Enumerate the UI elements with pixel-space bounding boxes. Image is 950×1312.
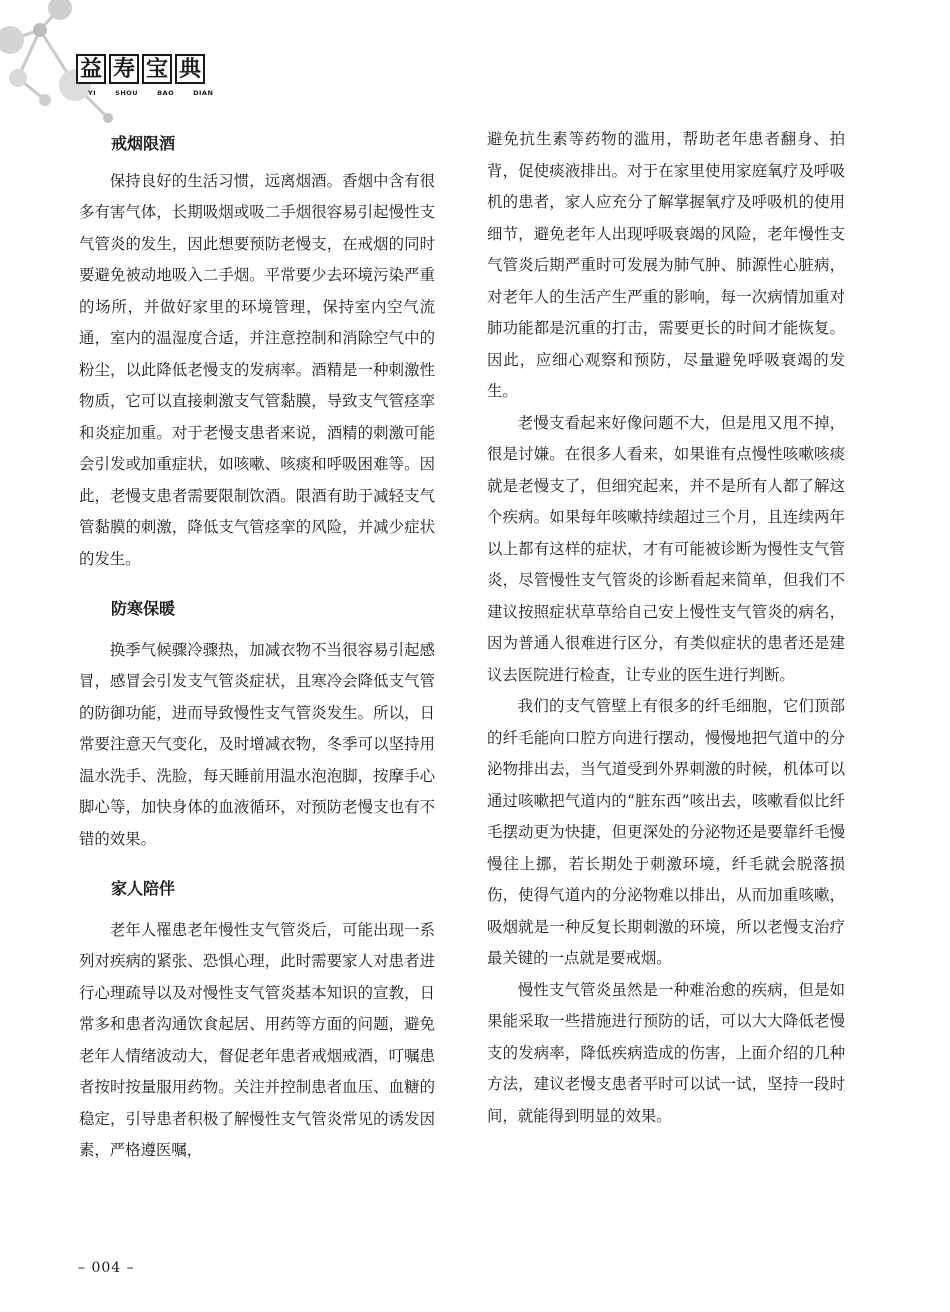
logo-char: 典 <box>175 54 205 84</box>
logo-pinyin: BAO <box>157 89 175 97</box>
left-column <box>79 128 435 1167</box>
section-heading: 戒烟限酒 <box>111 134 176 153</box>
section-heading: 家人陪伴 <box>111 879 176 898</box>
paragraph: 保持良好的生活习惯，远离烟酒。香烟中含有很多有害气体，长期吸烟或吸二手烟很容易引起慢性支气管炎的发生，因此想要预防老慢支，在戒烟的同时要避免被动地吸入二手烟。平常要少去环境污染严重的场所，并做好家里的环境管理，保持室内空气流通，室内的温湿度合适，并注意控制和消除空气中的粉尘，以此降低老慢支的发病率。酒精是一种刺激性物质，它可以直接刺激支气管黏膜，导致支气管痉挛和炎症加重。对于老慢支患者来说，酒精的刺激可能会引发或加重症状，如咳嗽、咳痰和呼吸困难等。因此，老慢支患者需要限制饮酒。限酒有助于减轻支气管黏膜的刺激，降低支气管痉挛的风险，并减少症状的发生。 <box>79 171 435 568</box>
logo-char: 寿 <box>109 54 139 84</box>
paragraph: 慢性支气管炎虽然是一种难治愈的疾病，但是如果能采取一些措施进行预防的话，可以大大降低老慢支的发病率，降低疾病造成的伤害，上面介绍的几种方法，建议老慢支患者平时可以试一试，坚持一段时间，就能得到明显的效果。 <box>487 980 845 1125</box>
page-number: – 004 – <box>78 1260 135 1276</box>
paragraph: 老慢支看起来好像问题不大，但是甩又甩不掉，很是讨嫌。在很多人看来，如果谁有点慢性咳嗽咳痰就是老慢支了，但细究起来，并不是所有人都了解这个疾病。如果每年咳嗽持续超过三个月，且连续两年以上都有这样的症状，才有可能被诊断为慢性支气管炎，尽管慢性支气管炎的诊断看起来简单，但我们不建议按照症状草草给自己安上慢性支气管炎的病名，因为普通人很难进行区分，有类似症状的患者还是建议去医院进行检查，让专业的医生进行判断。 <box>487 413 845 684</box>
logo-pinyin: YI <box>88 89 97 97</box>
paragraph: 我们的支气管壁上有很多的纤毛细胞，它们顶部的纤毛能向口腔方向进行摆动，慢慢地把气道中的分泌物排出去，当气道受到外界刺激的时候，机体可以通过咳嗽把气道内的“脏东西”咳出去，咳嗽看似比纤毛摆动更为快捷，但更深处的分泌物还是要靠纤毛慢慢往上挪，若长期处于刺激环境，纤毛就会脱落损伤，使得气道内的分泌物难以排出，从而加重咳嗽，吸烟就是一种反复长期刺激的环境，所以老慢支治疗最关键的一点就是要戒烟。 <box>487 697 845 967</box>
logo-char: 宝 <box>142 54 172 84</box>
paragraph: 换季气候骤冷骤热，加减衣物不当很容易引起感冒，感冒会引发支气管炎症状，且寒冷会降低支气管的防御功能，进而导致慢性支气管炎发生。所以，日常要注意天气变化，及时增减衣物，冬季可以坚持用温水洗手、洗脸，每天睡前用温水泡泡脚，按摩手心脚心等，加快身体的血液循环，对预防老慢支也有不错的效果。 <box>79 640 435 848</box>
journal-logo <box>76 54 213 97</box>
paragraph: 老年人罹患老年慢性支气管炎后，可能出现一系列对疾病的紧张、恐惧心理，此时需要家人对患者进行心理疏导以及对慢性支气管炎基本知识的宣教，日常多和患者沟通饮食起居、用药等方面的问题，避免老年人情绪波动大，督促老年患者戒烟戒酒，叮嘱患者按时按量服用药物。关注并控制患者血压、血糖的稳定，引导患者积极了解慢性支气管炎常见的诱发因素，严格遵医嘱， <box>79 920 435 1159</box>
logo-pinyin: SHOU <box>115 89 139 97</box>
paragraph: 避免抗生素等药物的滥用，帮助老年患者翻身、拍背，促使痰液排出。对于在家里使用家庭氧疗及呼吸机的患者，家人应充分了解掌握氧疗及呼吸机的使用细节，避免老年人出现呼吸衰竭的风险，老年慢性支气管炎后期严重时可发展为肺气肿、肺源性心脏病，对老年人的生活产生严重的影响，每一次病情加重对肺功能都是沉重的打击，需要更长的时间才能恢复。因此，应细心观察和预防，尽量避免呼吸衰竭的发生。 <box>487 130 845 400</box>
section-heading: 防寒保暖 <box>111 599 176 618</box>
right-column <box>487 124 845 1132</box>
logo-char: 益 <box>76 54 106 84</box>
logo-pinyin: DIAN <box>193 89 214 97</box>
